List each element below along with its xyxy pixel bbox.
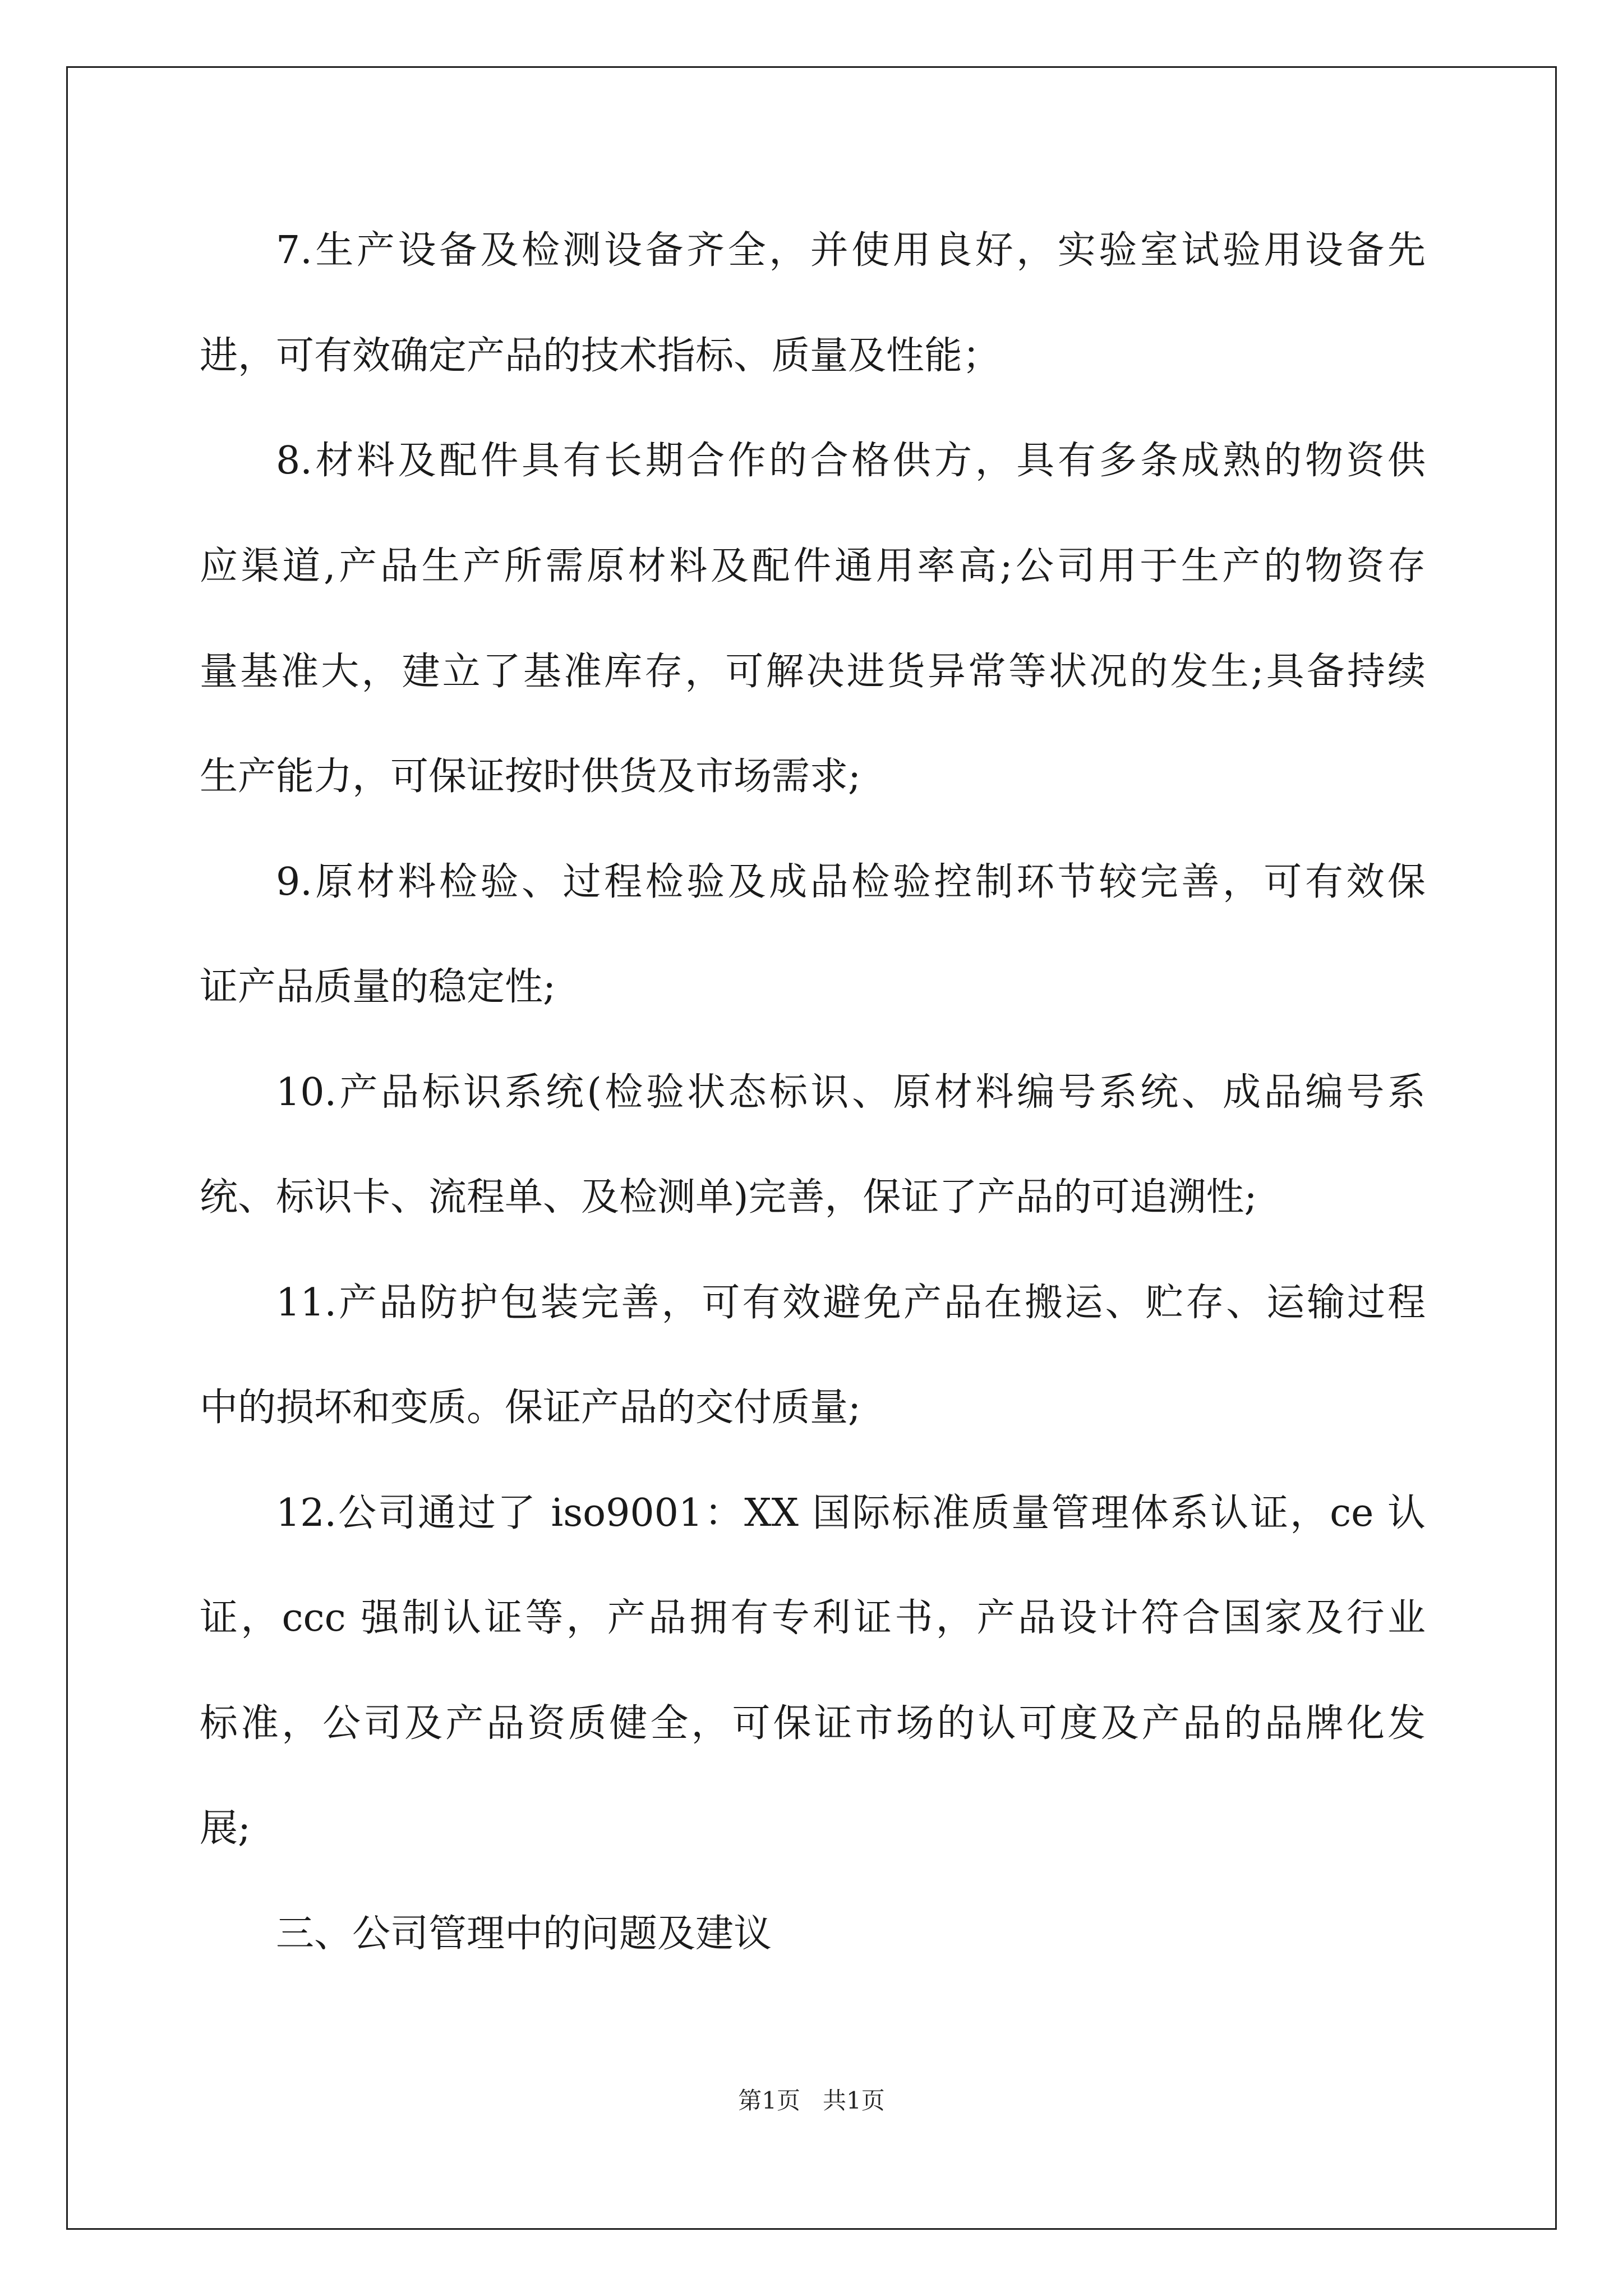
- paragraph-7-line-2: 进，可有效确定产品的技术指标、质量及性能；: [200, 334, 1001, 378]
- paragraph-9-line-2: 证产品质量的稳定性;: [200, 965, 556, 1009]
- section-heading: 三、公司管理中的问题及建议: [276, 1912, 772, 1956]
- paragraph-12-line-4: 展;: [200, 1806, 251, 1851]
- page-number-total: 共1页: [823, 2087, 885, 2114]
- paragraph-11-line-1: 11.产品防护包装完善，可有效避免产品在搬运、贮存、运输过程: [276, 1281, 1426, 1325]
- paragraph-11-line-2: 中的损坏和变质。保证产品的交付质量;: [200, 1386, 861, 1430]
- paragraph-8-line-3: 量基准大，建立了基准库存，可解决进货异常等状况的发生;具备持续: [200, 650, 1426, 694]
- paragraph-12-line-3: 标准，公司及产品资质健全，可保证市场的认可度及产品的品牌化发: [200, 1701, 1426, 1746]
- paragraph-10-line-1: 10.产品标识系统(检验状态标识、原材料编号系统、成品编号系: [276, 1070, 1426, 1115]
- paragraph-7-line-1: 7.生产设备及检测设备齐全，并使用良好，实验室试验用设备先: [276, 228, 1426, 273]
- paragraph-12-line-2: 证，ccc 强制认证等，产品拥有专利证书，产品设计符合国家及行业: [200, 1596, 1426, 1640]
- paragraph-8-line-2: 应渠道,产品生产所需原材料及配件通用率高;公司用于生产的物资存: [200, 544, 1426, 588]
- paragraph-10-line-2: 统、标识卡、流程单、及检测单)完善，保证了产品的可追溯性;: [200, 1175, 1257, 1220]
- paragraph-8-line-1: 8.材料及配件具有长期合作的合格供方，具有多条成熟的物资供: [276, 439, 1426, 483]
- page-footer: [0, 2084, 1623, 2118]
- paragraph-8-line-4: 生产能力，可保证按时供货及市场需求;: [200, 754, 861, 799]
- paragraph-9-line-1: 9.原材料检验、过程检验及成品检验控制环节较完善，可有效保: [276, 860, 1426, 904]
- page-number-current: 第1页: [738, 2087, 800, 2114]
- paragraph-12-line-1: 12.公司通过了 iso9001：XX 国际标准质量管理体系认证，ce 认: [276, 1491, 1426, 1535]
